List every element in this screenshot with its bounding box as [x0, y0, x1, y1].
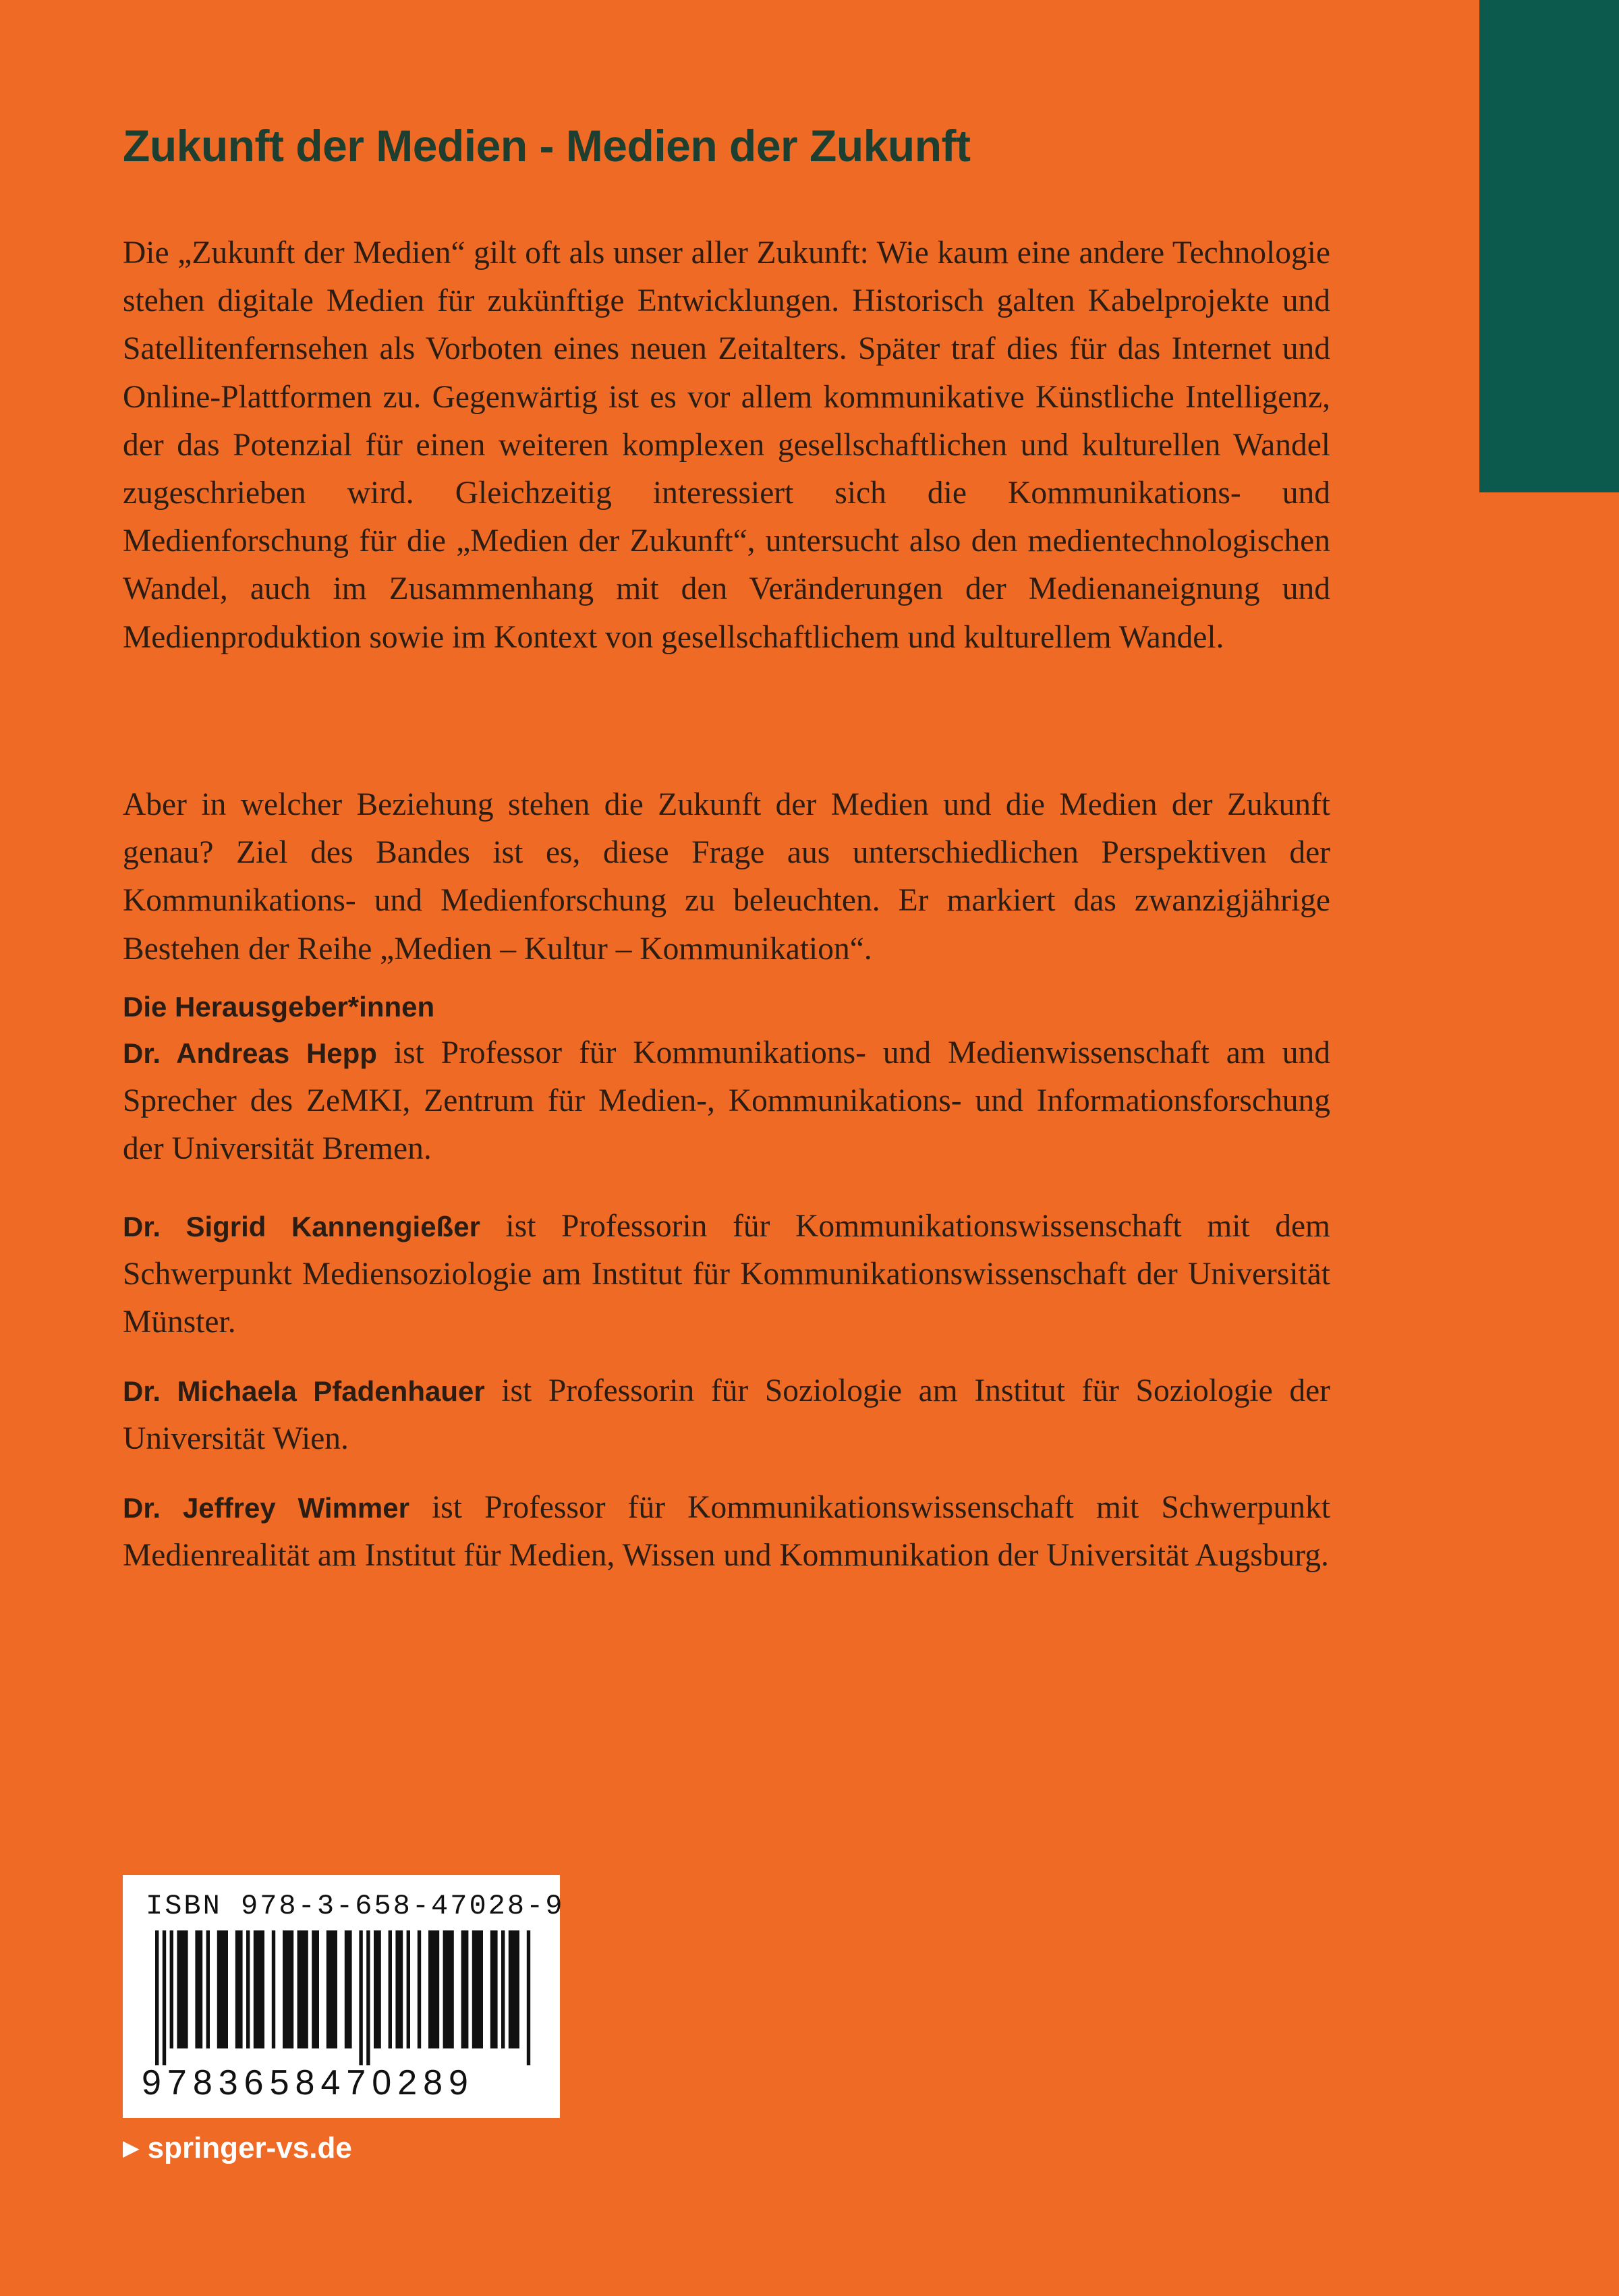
- barcode-bar: [206, 1930, 210, 2048]
- editor-name: Dr. Sigrid Kannengießer: [123, 1211, 480, 1242]
- barcode-bar: [527, 1930, 530, 2065]
- barcode-bar: [170, 1930, 173, 2048]
- barcode-bar: [254, 1930, 264, 2048]
- publisher-url: springer-vs.de: [147, 2131, 352, 2164]
- barcode-bar: [443, 1930, 454, 2048]
- barcode-bar: [326, 1930, 337, 2048]
- editor-bio: [123, 1029, 1330, 1173]
- barcode-bar: [246, 1930, 250, 2048]
- barcode-bar: [389, 1930, 392, 2048]
- barcode-bar: [272, 1930, 275, 2048]
- book-title: Zukunft der Medien - Medien der Zukunft: [123, 121, 971, 171]
- barcode-bar: [366, 1930, 370, 2065]
- accent-bar: [1479, 0, 1619, 492]
- barcode-bar: [395, 1930, 403, 2048]
- editor-bio: [123, 1203, 1330, 1346]
- editor-description: ist Professorin für Soziologie am Institut für Soziologie der Universität Wien.: [123, 1373, 1331, 1456]
- editor-bio: [123, 1367, 1330, 1463]
- barcode-bar: [472, 1930, 483, 2048]
- editor-description: ist Professorin für Kommunikationswissenschaft mit dem Schwerpunkt Mediensoziologie am Institut für Kommunikationswissenschaft der Universität Münster.: [123, 1209, 1330, 1340]
- publisher-link[interactable]: [123, 2131, 352, 2165]
- editors-heading: Die Herausgeber*innen: [123, 991, 435, 1023]
- barcode-bar: [283, 1930, 293, 2048]
- isbn-label: ISBN 978-3-658-47028-9: [146, 1890, 565, 1922]
- barcode-bar: [509, 1930, 519, 2048]
- blurb-paragraph-2: Aber in welcher Beziehung stehen die Zukunft der Medien und die Medien der Zukunft genau? Ziel des Bandes ist es, diese Frage aus unterschiedlichen Perspektiven der Kommunikations- und Medienforschung zu beleuchten. Er markiert das zwanzigjährige Bestehen der Reihe „Medien – Kultur – Kommunikation“.: [123, 787, 1330, 967]
- blurb-paragraph-1: Die „Zukunft der Medien“ gilt oft als unser aller Zukunft: Wie kaum eine andere Technologie stehen digitale Medien für zukünftige Entwicklungen. Historisch galten Kabelprojekte und Satellitenfernsehen als Vorboten eines neuen Zeitalters. Später traf dies für das Internet und Online-Plattformen zu. Gegenwärtig ist es vor allem kommunikative Künstliche Intelligenz, der das Potenzial für einen weiteren komplexen gesellschaftlichen und kulturellen Wandel zugeschrieben wird. Gleichzeitig interessiert sich die Kommunikations- und Medienforschung für die „Medien der Zukunft“, untersucht also den medientechnologischen Wandel, auch im Zusammenhang mit den Veränderungen der Medienaneignung und Medienproduktion sowie im Kontext von gesellschaftlichem und kulturellem Wandel.: [123, 235, 1330, 655]
- barcode-bar: [345, 1930, 352, 2048]
- play-arrow-icon: ▶: [123, 2135, 140, 2160]
- barcode-bar: [163, 1930, 166, 2065]
- editor-name: Dr. Andreas Hepp: [123, 1037, 377, 1069]
- barcode-bar: [418, 1930, 421, 2048]
- barcode-bar: [490, 1930, 498, 2048]
- barcode-bar: [374, 1930, 381, 2048]
- barcode-bar: [195, 1930, 202, 2048]
- barcode-bar: [501, 1930, 505, 2048]
- barcode-bar: [428, 1930, 439, 2048]
- editor-name: Dr. Michaela Pfadenhauer: [123, 1375, 485, 1407]
- barcode-bar: [297, 1930, 308, 2048]
- editor-description: ist Professor für Kommunikations- und Medienwissenschaft am und Sprecher des ZeMKI, Zentrum für Medien-, Kommunikations- und Informationsforschung der Universität Bremen.: [123, 1035, 1330, 1166]
- barcode-bar: [217, 1930, 228, 2048]
- editor-bio: [123, 1484, 1330, 1580]
- barcode-digits: 9783658470289: [142, 2063, 474, 2102]
- barcode-bar: [461, 1930, 469, 2048]
- barcode-bar: [312, 1930, 319, 2048]
- editor-description: ist Professor für Kommunikationswissenschaft mit Schwerpunkt Medienrealität am Institut für Medien, Wissen und Kommunikation der Universität Augsburg.: [123, 1490, 1331, 1573]
- barcode-bar: [359, 1930, 362, 2065]
- barcode-bar: [155, 1930, 159, 2065]
- barcode-bar: [235, 1930, 243, 2048]
- editor-name: Dr. Jeffrey Wimmer: [123, 1492, 409, 1524]
- barcode-bar: [407, 1930, 410, 2048]
- barcode-bar: [177, 1930, 188, 2048]
- isbn-barcode: [123, 1875, 565, 2118]
- barcode-bars: [155, 1930, 533, 2065]
